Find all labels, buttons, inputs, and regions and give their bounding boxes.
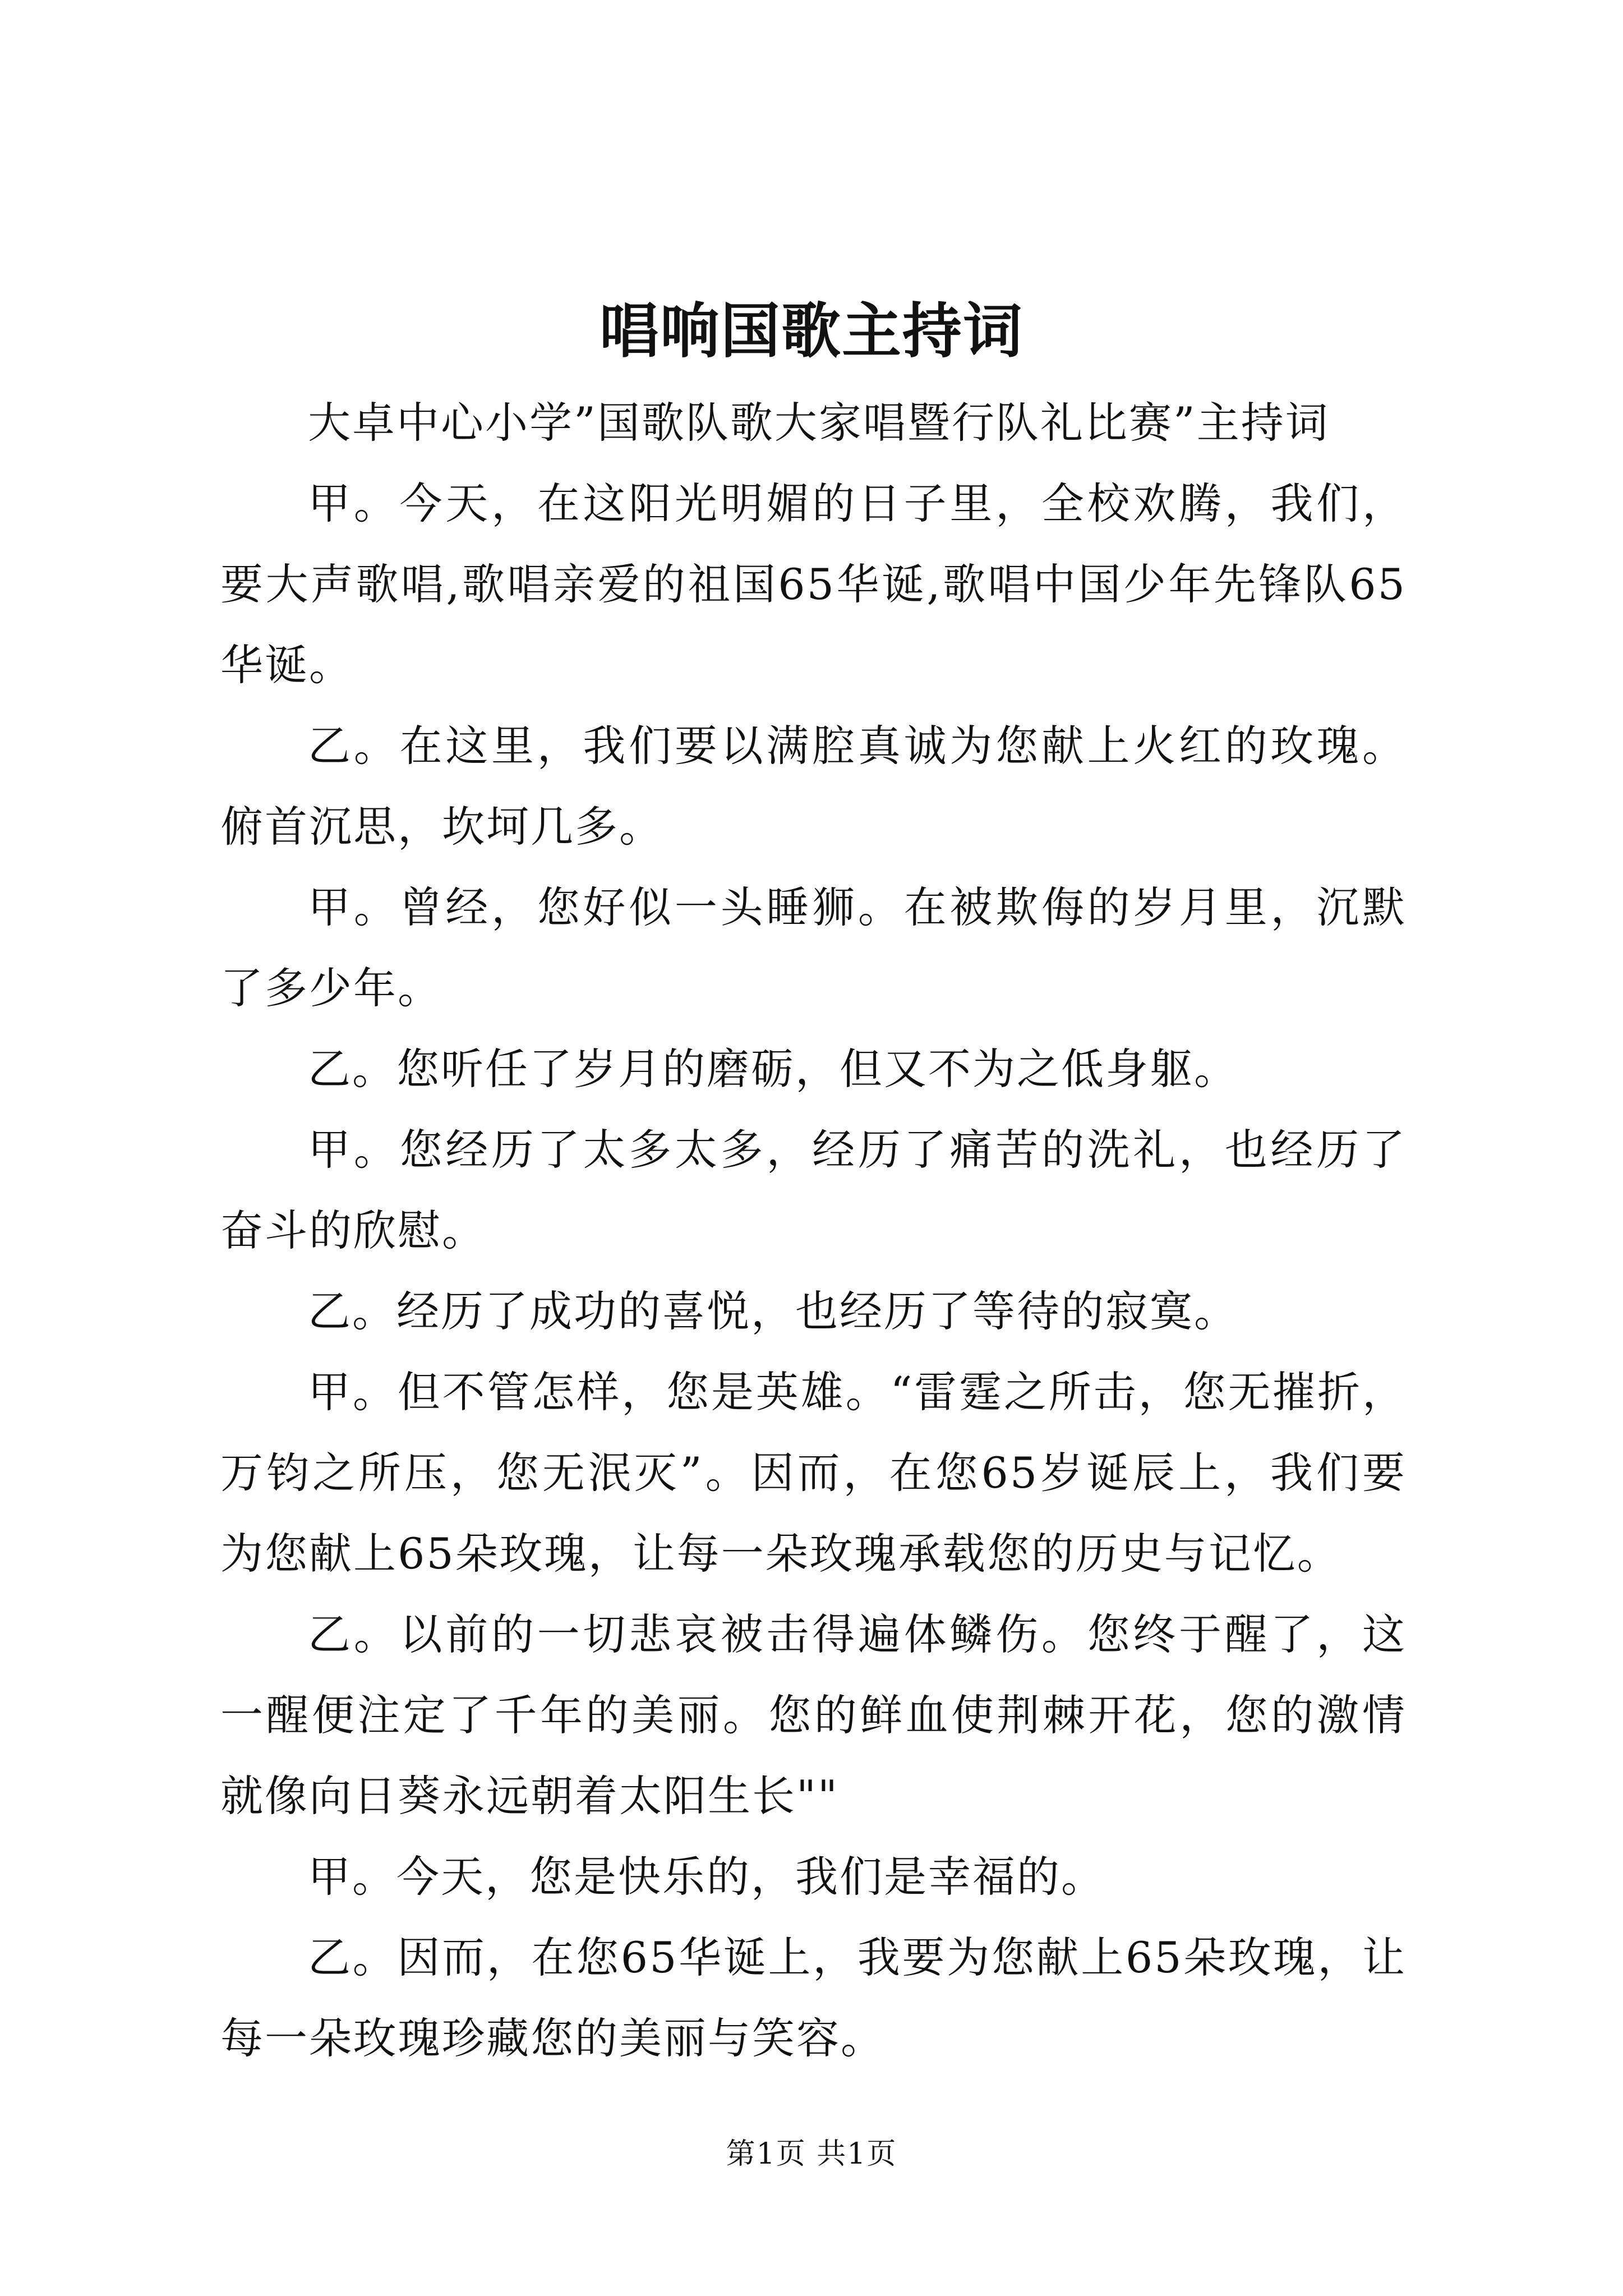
paragraph: 乙。因而，在您65华诞上，我要为您献上65朵玫瑰，让每一朵玫瑰珍藏您的美丽与笑容。 — [220, 1932, 1407, 2063]
paragraph: 乙。以前的一切悲哀被击得遍体鳞伤。您终于醒了，这一醒便注定了千年的美丽。您的鲜血使荆棘开花，您的激情就像向日葵永远朝着太阳生长"" — [220, 1609, 1407, 1821]
paragraph: 乙。您听任了岁月的磨砺，但又不为之低身躯。 — [308, 1044, 1238, 1094]
document-title: 唱响国歌主持词 — [600, 296, 1023, 366]
paragraph: 甲。曾经，您好似一头睡狮。在被欺侮的岁月里，沉默了多少年。 — [220, 882, 1407, 1013]
paragraph: 大卓中心小学”国歌队歌大家唱暨行队礼比赛”主持词 — [308, 398, 1330, 448]
paragraph: 甲。您经历了太多太多，经历了痛苦的洗礼，也经历了奋斗的欣慰。 — [220, 1125, 1407, 1255]
document-body — [220, 383, 1407, 2079]
paragraph: 乙。在这里，我们要以满腔真诚为您献上火红的玫瑰。俯首沉思，坎坷几多。 — [220, 721, 1407, 852]
paragraph: 乙。经历了成功的喜悦，也经历了等待的寂寞。 — [308, 1286, 1238, 1336]
paragraph: 甲。但不管怎样，您是英雄。“雷霆之所击，您无摧折，万钧之所压，您无泯灭”。因而，在您65岁诞辰上，我们要为您献上65朵玫瑰，让每一朵玫瑰承载您的历史与记忆。 — [220, 1367, 1407, 1579]
paragraph: 甲。今天，在这阳光明媚的日子里，全校欢腾，我们，要大声歌唱,歌唱亲爱的祖国65华诞,歌唱中国少年先锋队65华诞。 — [220, 478, 1407, 690]
page-footer: 第1页 共1页 — [726, 2137, 897, 2171]
paragraph: 甲。今天，您是快乐的，我们是幸福的。 — [308, 1852, 1105, 1902]
